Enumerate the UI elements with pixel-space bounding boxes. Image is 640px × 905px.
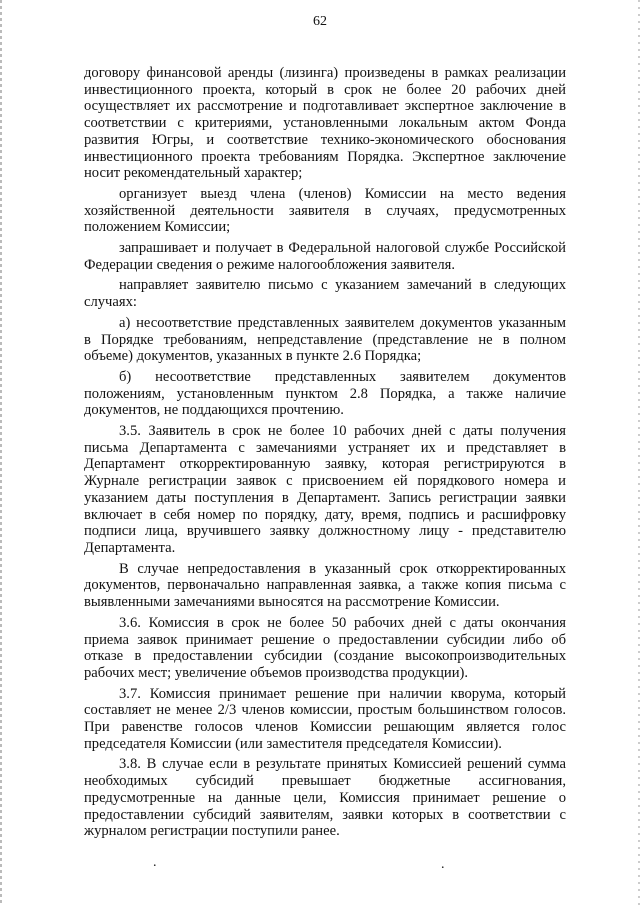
paragraph-3-6: 3.6. Комиссия в срок не более 50 рабочих дней с даты окончания приема заявок принимает решение о предоставлении субсидии либо об отказе в предоставлении субсидии (создание высокопроизводительных рабочих мест; увеличение объемов производства продукции). — [84, 614, 566, 681]
list-item-a: а) несоответствие представленных заявителем документов указанным в Порядке требованиям, непредставление (представление не в полном объеме) документов, указанных в пункте 2.6 Порядка; — [84, 314, 566, 365]
list-item-b: б) несоответствие представленных заявителем документов положениям, установленным пунктом 2.8 Порядка, а также наличие документов, не поддающихся прочтению. — [84, 368, 566, 419]
paragraph-request-tax-info: запрашивает и получает в Федеральной налоговой службе Российской Федерации сведения о режиме налогообложения заявителя. — [84, 240, 566, 273]
paragraph-send-letter: направляет заявителю письмо с указанием замечаний в следующих случаях: — [84, 277, 566, 311]
paragraph-3-5: 3.5. Заявитель в срок не более 10 рабочих дней с даты получения письма Департамента с замечаниями устраняет их и представляет в Департамент откорректированную заявку, которая регистрируются в Журнале регистрации заявок с присвоением ей порядкового номера и указанием даты поступления в Департамент. Запись регистрации заявки включает в себя номер по порядку, дату, время, подпись и расшифровку подписи лица, вручившего заявку должностному лицу - представителю Департамента. — [84, 423, 566, 556]
page-number: 62 — [313, 14, 327, 29]
scan-edge-left — [0, 0, 2, 905]
document-body — [84, 65, 566, 844]
paragraph-organize-visit: организует выезд члена (членов) Комиссии на место ведения хозяйственной деятельности заявителя в случаях, предусмотренных положением Комиссии; — [84, 185, 566, 236]
paragraph-3-7: 3.7. Комиссия принимает решение при наличии кворума, который составляет не менее 2/3 членов комиссии, простым большинством голосов. При равенстве голосов членов Комиссии решающим является голос председателя Комиссии (или заместителя председателя Комиссии). — [84, 685, 566, 752]
paragraph-non-submission: В случае непредоставления в указанный срок откорректированных документов, первоначально направленная заявка, а также копия письма с выявленными замечаниями выносятся на рассмотрение Комиссии. — [84, 560, 566, 611]
paragraph-3-8: 3.8. В случае если в результате принятых Комиссией решений сумма необходимых субсидий превышает бюджетные ассигнования, предусмотренные на данные цели, Комиссия принимает решение о предоставлении субсидий заявителям, заявки которых в соответствии с журналом регистрации поступили ранее. — [84, 756, 566, 840]
paragraph-continuation: договору финансовой аренды (лизинга) произведены в рамках реализации инвестиционного проекта, который в срок не более 20 рабочих дней осуществляет их рассмотрение и подготавливает экспертное заключение в соответствии с критериями, установленными локальным актом Фонда развития Югры, и соответствие технико-экономического обоснования инвестиционного проекта требованиям Порядка. Экспертное заключение носит рекомендательный характер; — [84, 65, 566, 182]
footer-mark-left: . — [153, 855, 157, 870]
footer-mark-right: . — [441, 857, 445, 872]
